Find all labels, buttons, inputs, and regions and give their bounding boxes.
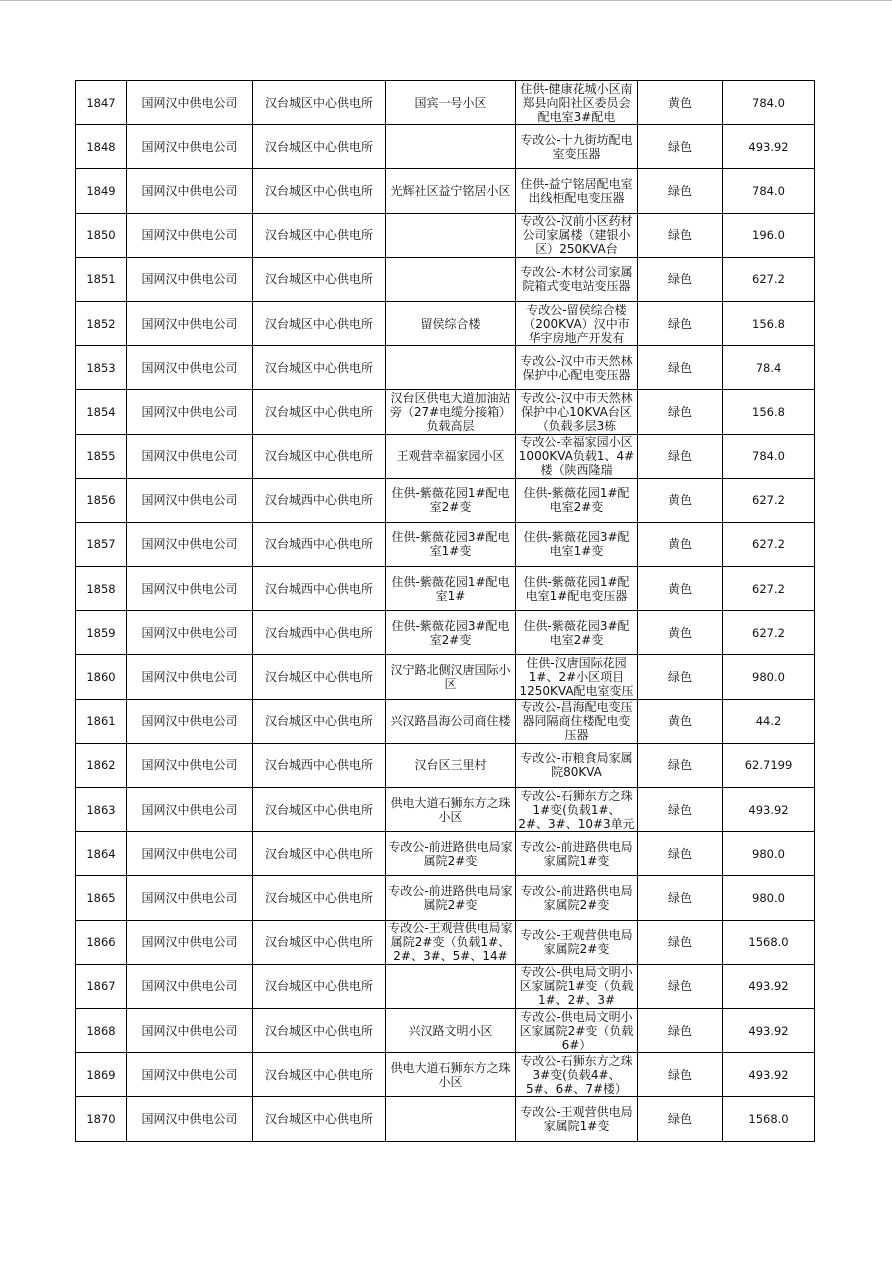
- row-number-cell: 1858: [76, 567, 127, 611]
- value-cell: 493.92: [723, 964, 815, 1008]
- table-body: [76, 81, 815, 1142]
- station-cell: 汉台城区中心供电所: [253, 876, 386, 920]
- company-cell: 国网汉中供电公司: [127, 390, 253, 434]
- company-cell: 国网汉中供电公司: [127, 876, 253, 920]
- community-cell: 住供-紫薇花园1#配电室2#变: [386, 478, 516, 522]
- community-cell: [386, 346, 516, 390]
- table-row: [76, 522, 815, 566]
- company-cell: 国网汉中供电公司: [127, 743, 253, 787]
- row-number-cell: 1851: [76, 257, 127, 301]
- value-cell: 1568.0: [723, 1097, 815, 1141]
- table-row: [76, 788, 815, 832]
- transformer-cell: 专改公-市粮食局家属院80KVA: [516, 743, 638, 787]
- table-row: [76, 125, 815, 169]
- transformer-cell: 住供-紫薇花园1#配电室1#配电变压器: [516, 567, 638, 611]
- transformer-cell: 住供-益宁铭居配电室出线柜配电变压器: [516, 169, 638, 213]
- station-cell: 汉台城西中心供电所: [253, 478, 386, 522]
- value-cell: 493.92: [723, 1008, 815, 1052]
- table-row: [76, 1097, 815, 1141]
- company-cell: 国网汉中供电公司: [127, 257, 253, 301]
- station-cell: 汉台城区中心供电所: [253, 81, 386, 125]
- community-cell: 留侯综合楼: [386, 301, 516, 345]
- station-cell: 汉台城区中心供电所: [253, 346, 386, 390]
- transformer-cell: 专改公-幸福家园小区1000KVA负载1、4#楼（陕西隆瑞: [516, 434, 638, 478]
- row-number-cell: 1865: [76, 876, 127, 920]
- community-cell: 住供-紫薇花园3#配电室1#变: [386, 522, 516, 566]
- row-number-cell: 1859: [76, 611, 127, 655]
- status-cell: 绿色: [638, 743, 723, 787]
- table-row: [76, 611, 815, 655]
- value-cell: 627.2: [723, 522, 815, 566]
- row-number-cell: 1864: [76, 832, 127, 876]
- status-cell: 绿色: [638, 964, 723, 1008]
- table-row: [76, 434, 815, 478]
- status-cell: 绿色: [638, 213, 723, 257]
- status-cell: 绿色: [638, 390, 723, 434]
- company-cell: 国网汉中供电公司: [127, 346, 253, 390]
- table-row: [76, 301, 815, 345]
- value-cell: 62.7199: [723, 743, 815, 787]
- status-cell: 绿色: [638, 169, 723, 213]
- community-cell: 兴汉路昌海公司商住楼: [386, 699, 516, 743]
- community-cell: 汉台区三里村: [386, 743, 516, 787]
- transformer-cell: 专改公-供电局文明小区家属院1#变（负载1#、2#、3#: [516, 964, 638, 1008]
- row-number-cell: 1860: [76, 655, 127, 699]
- community-cell: [386, 257, 516, 301]
- table-row: [76, 876, 815, 920]
- table-row: [76, 257, 815, 301]
- row-number-cell: 1848: [76, 125, 127, 169]
- community-cell: 专改公-王观营供电局家属院2#变（负载1#、2#、3#、5#、14#: [386, 920, 516, 964]
- community-cell: [386, 213, 516, 257]
- company-cell: 国网汉中供电公司: [127, 788, 253, 832]
- status-cell: 绿色: [638, 876, 723, 920]
- company-cell: 国网汉中供电公司: [127, 434, 253, 478]
- row-number-cell: 1856: [76, 478, 127, 522]
- station-cell: 汉台城区中心供电所: [253, 169, 386, 213]
- company-cell: 国网汉中供电公司: [127, 522, 253, 566]
- value-cell: 627.2: [723, 567, 815, 611]
- transformer-cell: 专改公-石狮东方之珠1#变(负载1#、2#、3#、10#3单元: [516, 788, 638, 832]
- value-cell: 44.2: [723, 699, 815, 743]
- status-cell: 绿色: [638, 1053, 723, 1097]
- transformer-cell: 专改公-供电局文明小区家属院2#变（负载6#）: [516, 1008, 638, 1052]
- table-row: [76, 81, 815, 125]
- row-number-cell: 1869: [76, 1053, 127, 1097]
- table-row: [76, 1008, 815, 1052]
- transformer-cell: 住供-健康花城小区南郑县向阳社区委员会配电室3#配电: [516, 81, 638, 125]
- company-cell: 国网汉中供电公司: [127, 169, 253, 213]
- transformer-cell: 住供-汉唐国际花园1#、2#小区项目1250KVA配电室变压: [516, 655, 638, 699]
- station-cell: 汉台城区中心供电所: [253, 1097, 386, 1141]
- value-cell: 493.92: [723, 788, 815, 832]
- company-cell: 国网汉中供电公司: [127, 567, 253, 611]
- table-row: [76, 478, 815, 522]
- value-cell: 627.2: [723, 611, 815, 655]
- station-cell: 汉台城区中心供电所: [253, 1008, 386, 1052]
- status-cell: 绿色: [638, 301, 723, 345]
- value-cell: 627.2: [723, 257, 815, 301]
- value-cell: 980.0: [723, 876, 815, 920]
- station-cell: 汉台城区中心供电所: [253, 390, 386, 434]
- row-number-cell: 1863: [76, 788, 127, 832]
- company-cell: 国网汉中供电公司: [127, 301, 253, 345]
- community-cell: 住供-紫薇花园1#配电室1#: [386, 567, 516, 611]
- table-row: [76, 1053, 815, 1097]
- row-number-cell: 1862: [76, 743, 127, 787]
- value-cell: 156.8: [723, 301, 815, 345]
- company-cell: 国网汉中供电公司: [127, 699, 253, 743]
- status-cell: 绿色: [638, 434, 723, 478]
- value-cell: 980.0: [723, 655, 815, 699]
- transformer-cell: 专改公-木材公司家属院箱式变电站变压器: [516, 257, 638, 301]
- transformer-cell: 专改公-留侯综合楼（200KVA）汉中市华宇房地产开发有: [516, 301, 638, 345]
- status-cell: 绿色: [638, 655, 723, 699]
- value-cell: 784.0: [723, 169, 815, 213]
- transformer-cell: 专改公-汉前小区药材公司家属楼（建银小区）250KVA台: [516, 213, 638, 257]
- station-cell: 汉台城西中心供电所: [253, 567, 386, 611]
- community-cell: 光辉社区益宁铭居小区: [386, 169, 516, 213]
- community-cell: [386, 1097, 516, 1141]
- company-cell: 国网汉中供电公司: [127, 1008, 253, 1052]
- transformer-cell: 专改公-汉中市天然林保护中心10KVA台区（负载多层3栋: [516, 390, 638, 434]
- station-cell: 汉台城区中心供电所: [253, 301, 386, 345]
- value-cell: 627.2: [723, 478, 815, 522]
- company-cell: 国网汉中供电公司: [127, 213, 253, 257]
- station-cell: 汉台城区中心供电所: [253, 434, 386, 478]
- station-cell: 汉台城区中心供电所: [253, 1053, 386, 1097]
- status-cell: 黄色: [638, 81, 723, 125]
- status-cell: 绿色: [638, 257, 723, 301]
- table-row: [76, 567, 815, 611]
- row-number-cell: 1867: [76, 964, 127, 1008]
- status-cell: 黄色: [638, 567, 723, 611]
- transformer-cell: 专改公-前进路供电局家属院2#变: [516, 876, 638, 920]
- community-cell: 供电大道石狮东方之珠小区: [386, 788, 516, 832]
- value-cell: 784.0: [723, 434, 815, 478]
- community-cell: 王观营幸福家园小区: [386, 434, 516, 478]
- status-cell: 绿色: [638, 1008, 723, 1052]
- status-cell: 黄色: [638, 699, 723, 743]
- status-cell: 绿色: [638, 346, 723, 390]
- transformer-cell: 专改公-汉中市天然林保护中心配电变压器: [516, 346, 638, 390]
- community-cell: 汉宁路北侧汉唐国际小区: [386, 655, 516, 699]
- station-cell: 汉台城区中心供电所: [253, 655, 386, 699]
- company-cell: 国网汉中供电公司: [127, 81, 253, 125]
- data-table: [75, 80, 815, 1142]
- company-cell: 国网汉中供电公司: [127, 832, 253, 876]
- status-cell: 绿色: [638, 1097, 723, 1141]
- station-cell: 汉台城区中心供电所: [253, 964, 386, 1008]
- station-cell: 汉台城区中心供电所: [253, 213, 386, 257]
- page-top-rule: [0, 0, 892, 1]
- status-cell: 绿色: [638, 125, 723, 169]
- table-row: [76, 743, 815, 787]
- community-cell: 供电大道石狮东方之珠小区: [386, 1053, 516, 1097]
- company-cell: 国网汉中供电公司: [127, 478, 253, 522]
- station-cell: 汉台城区中心供电所: [253, 699, 386, 743]
- value-cell: 78.4: [723, 346, 815, 390]
- station-cell: 汉台城西中心供电所: [253, 611, 386, 655]
- row-number-cell: 1847: [76, 81, 127, 125]
- company-cell: 国网汉中供电公司: [127, 125, 253, 169]
- row-number-cell: 1866: [76, 920, 127, 964]
- community-cell: [386, 125, 516, 169]
- row-number-cell: 1868: [76, 1008, 127, 1052]
- status-cell: 绿色: [638, 920, 723, 964]
- table-row: [76, 832, 815, 876]
- row-number-cell: 1849: [76, 169, 127, 213]
- company-cell: 国网汉中供电公司: [127, 1097, 253, 1141]
- transformer-cell: 专改公-王观营供电局家属院1#变: [516, 1097, 638, 1141]
- station-cell: 汉台城西中心供电所: [253, 743, 386, 787]
- transformer-cell: 住供-紫薇花园3#配电室1#变: [516, 522, 638, 566]
- company-cell: 国网汉中供电公司: [127, 964, 253, 1008]
- row-number-cell: 1855: [76, 434, 127, 478]
- transformer-cell: 专改公-十九街坊配电室变压器: [516, 125, 638, 169]
- transformer-cell: 专改公-石狮东方之珠3#变(负载4#、5#、6#、7#楼）: [516, 1053, 638, 1097]
- community-cell: [386, 964, 516, 1008]
- value-cell: 980.0: [723, 832, 815, 876]
- station-cell: 汉台城西中心供电所: [253, 522, 386, 566]
- station-cell: 汉台城区中心供电所: [253, 920, 386, 964]
- table-row: [76, 964, 815, 1008]
- community-cell: 专改公-前进路供电局家属院2#变: [386, 876, 516, 920]
- transformer-cell: 专改公-前进路供电局家属院1#变: [516, 832, 638, 876]
- row-number-cell: 1861: [76, 699, 127, 743]
- table-row: [76, 390, 815, 434]
- company-cell: 国网汉中供电公司: [127, 1053, 253, 1097]
- row-number-cell: 1853: [76, 346, 127, 390]
- table-row: [76, 655, 815, 699]
- row-number-cell: 1850: [76, 213, 127, 257]
- status-cell: 黄色: [638, 522, 723, 566]
- company-cell: 国网汉中供电公司: [127, 655, 253, 699]
- value-cell: 196.0: [723, 213, 815, 257]
- station-cell: 汉台城区中心供电所: [253, 788, 386, 832]
- row-number-cell: 1854: [76, 390, 127, 434]
- value-cell: 1568.0: [723, 920, 815, 964]
- station-cell: 汉台城区中心供电所: [253, 125, 386, 169]
- value-cell: 156.8: [723, 390, 815, 434]
- station-cell: 汉台城区中心供电所: [253, 257, 386, 301]
- value-cell: 784.0: [723, 81, 815, 125]
- company-cell: 国网汉中供电公司: [127, 611, 253, 655]
- status-cell: 黄色: [638, 611, 723, 655]
- table-row: [76, 346, 815, 390]
- row-number-cell: 1870: [76, 1097, 127, 1141]
- community-cell: 兴汉路文明小区: [386, 1008, 516, 1052]
- transformer-cell: 住供-紫薇花园1#配电室2#变: [516, 478, 638, 522]
- community-cell: 汉台区供电大道加油站旁（27#电缆分接箱）负载高层: [386, 390, 516, 434]
- table-row: [76, 699, 815, 743]
- status-cell: 绿色: [638, 832, 723, 876]
- transformer-cell: 专改公-昌海配电变压器同隔商住楼配电变压器: [516, 699, 638, 743]
- community-cell: 专改公-前进路供电局家属院2#变: [386, 832, 516, 876]
- transformer-cell: 专改公-王观营供电局家属院2#变: [516, 920, 638, 964]
- table-row: [76, 213, 815, 257]
- transformer-cell: 住供-紫薇花园3#配电室2#变: [516, 611, 638, 655]
- company-cell: 国网汉中供电公司: [127, 920, 253, 964]
- row-number-cell: 1852: [76, 301, 127, 345]
- table-row: [76, 169, 815, 213]
- status-cell: 绿色: [638, 788, 723, 832]
- value-cell: 493.92: [723, 1053, 815, 1097]
- community-cell: 国宾一号小区: [386, 81, 516, 125]
- value-cell: 493.92: [723, 125, 815, 169]
- station-cell: 汉台城区中心供电所: [253, 832, 386, 876]
- table-row: [76, 920, 815, 964]
- community-cell: 住供-紫薇花园3#配电室2#变: [386, 611, 516, 655]
- row-number-cell: 1857: [76, 522, 127, 566]
- status-cell: 黄色: [638, 478, 723, 522]
